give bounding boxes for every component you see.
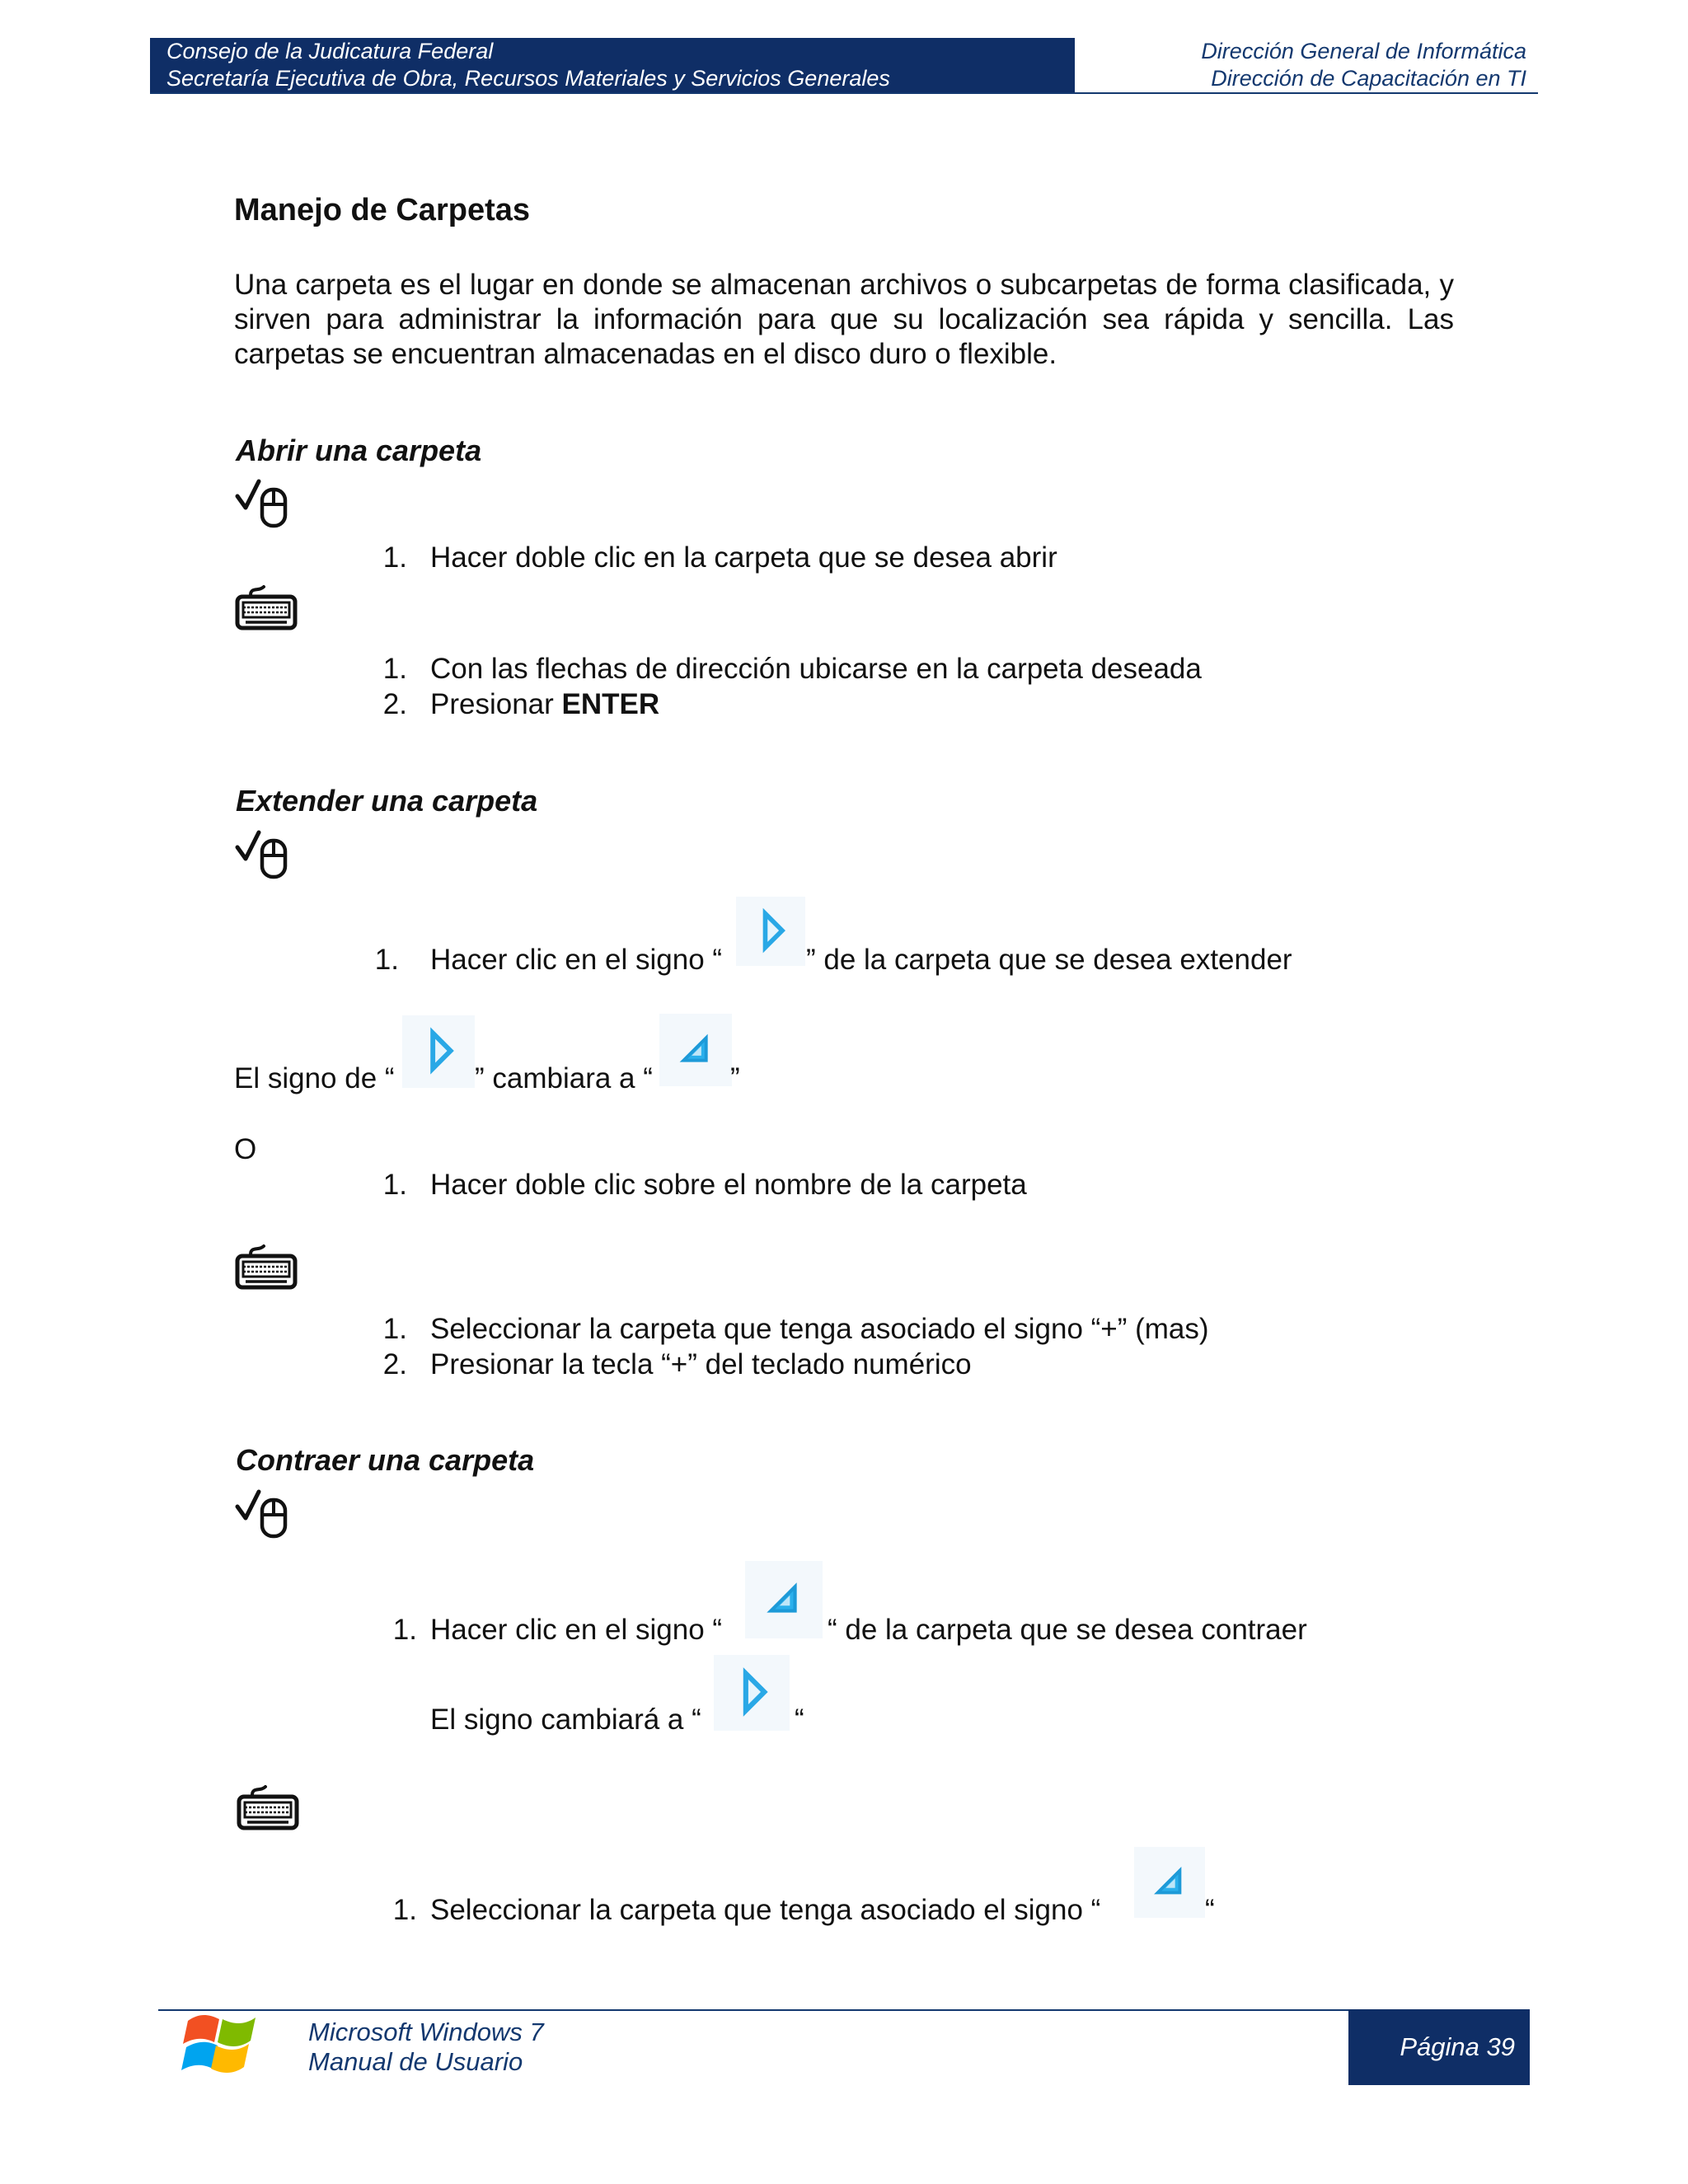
header-direction: Dirección General de Informática — [1201, 39, 1526, 63]
windows-logo-icon — [180, 2008, 262, 2080]
list-number: 1. — [392, 1894, 417, 1926]
keyboard-icon — [236, 1780, 302, 1833]
section-heading-abrir: Abrir una carpeta — [236, 434, 482, 467]
list-item-text-pre: Hacer clic en el signo “ — [430, 944, 723, 976]
list-item-text-post: “ de la carpeta que se desea contraer — [828, 1614, 1307, 1646]
mouse-icon — [234, 473, 292, 531]
enter-key-label: ENTER — [561, 688, 660, 720]
list-number: 1. — [374, 944, 399, 976]
list-item: Con las flechas de dirección ubicarse en la carpeta deseada — [430, 653, 1202, 685]
section-heading-extender: Extender una carpeta — [236, 784, 538, 818]
footer-rule — [158, 2009, 1348, 2011]
step-text: Presionar — [430, 688, 562, 720]
header-department: Secretaría Ejecutiva de Obra, Recursos Materiales y Servicios Generales — [166, 66, 890, 91]
section-heading-contraer: Contraer una carpeta — [236, 1443, 535, 1477]
page-title: Manejo de Carpetas — [234, 193, 530, 227]
collapse-arrow-icon — [659, 1010, 732, 1090]
collapse-arrow-icon — [1134, 1843, 1205, 1922]
list-item-text-post: ” de la carpeta que se desea extender — [806, 944, 1292, 976]
list-item — [430, 687, 659, 722]
header-training-unit: Dirección de Capacitación en TI — [1211, 66, 1526, 91]
mouse-icon — [234, 1483, 292, 1541]
page-number: Página 39 — [1400, 2032, 1515, 2061]
list-item: Hacer doble clic en la carpeta que se desea abrir — [430, 541, 1057, 574]
list-number: 2. — [382, 688, 407, 720]
list-item: Presionar la tecla “+” del teclado numérico — [430, 1348, 972, 1380]
mouse-icon — [234, 824, 292, 882]
list-number: 1. — [382, 1313, 407, 1345]
or-label: O — [234, 1133, 257, 1165]
list-number: 1. — [382, 1169, 407, 1201]
list-number: 2. — [382, 1348, 407, 1380]
list-number: 1. — [382, 653, 407, 685]
list-item: Hacer doble clic sobre el nombre de la carpeta — [430, 1169, 1027, 1201]
list-item-text-pre: Hacer clic en el signo “ — [430, 1614, 723, 1646]
keyboard-icon — [234, 580, 300, 633]
list-item-text-post: “ — [1205, 1894, 1215, 1926]
intro-paragraph: Una carpeta es el lugar en donde se almacenan archivos o subcarpetas de forma clasificada, y sirven para administrar la información para que su localización sea rápida y sencilla. Las carpetas se encuentran almacenadas en el disco duro o flexible. — [234, 269, 1454, 370]
change-text-post: “ — [795, 1704, 804, 1736]
expand-arrow-icon — [714, 1652, 790, 1734]
header-rule — [150, 92, 1538, 94]
change-text-post: ” — [730, 1062, 740, 1094]
change-text-mid: ” cambiara a “ — [475, 1062, 653, 1094]
list-number: 1. — [392, 1614, 417, 1646]
list-number: 1. — [382, 541, 407, 574]
footer-manual: Manual de Usuario — [308, 2047, 523, 2076]
change-text-pre: El signo de “ — [234, 1062, 395, 1094]
expand-arrow-icon — [736, 893, 805, 969]
list-item: Seleccionar la carpeta que tenga asociado el signo “+” (mas) — [430, 1313, 1209, 1345]
keyboard-icon — [234, 1240, 300, 1292]
list-item-text-pre: Seleccionar la carpeta que tenga asociado el signo “ — [430, 1894, 1101, 1926]
expand-arrow-icon — [402, 1012, 475, 1091]
footer-product: Microsoft Windows 7 — [308, 2018, 544, 2046]
header-org-name: Consejo de la Judicatura Federal — [166, 39, 494, 63]
collapse-arrow-icon — [745, 1558, 823, 1642]
change-text-pre: El signo cambiará a “ — [430, 1704, 701, 1736]
